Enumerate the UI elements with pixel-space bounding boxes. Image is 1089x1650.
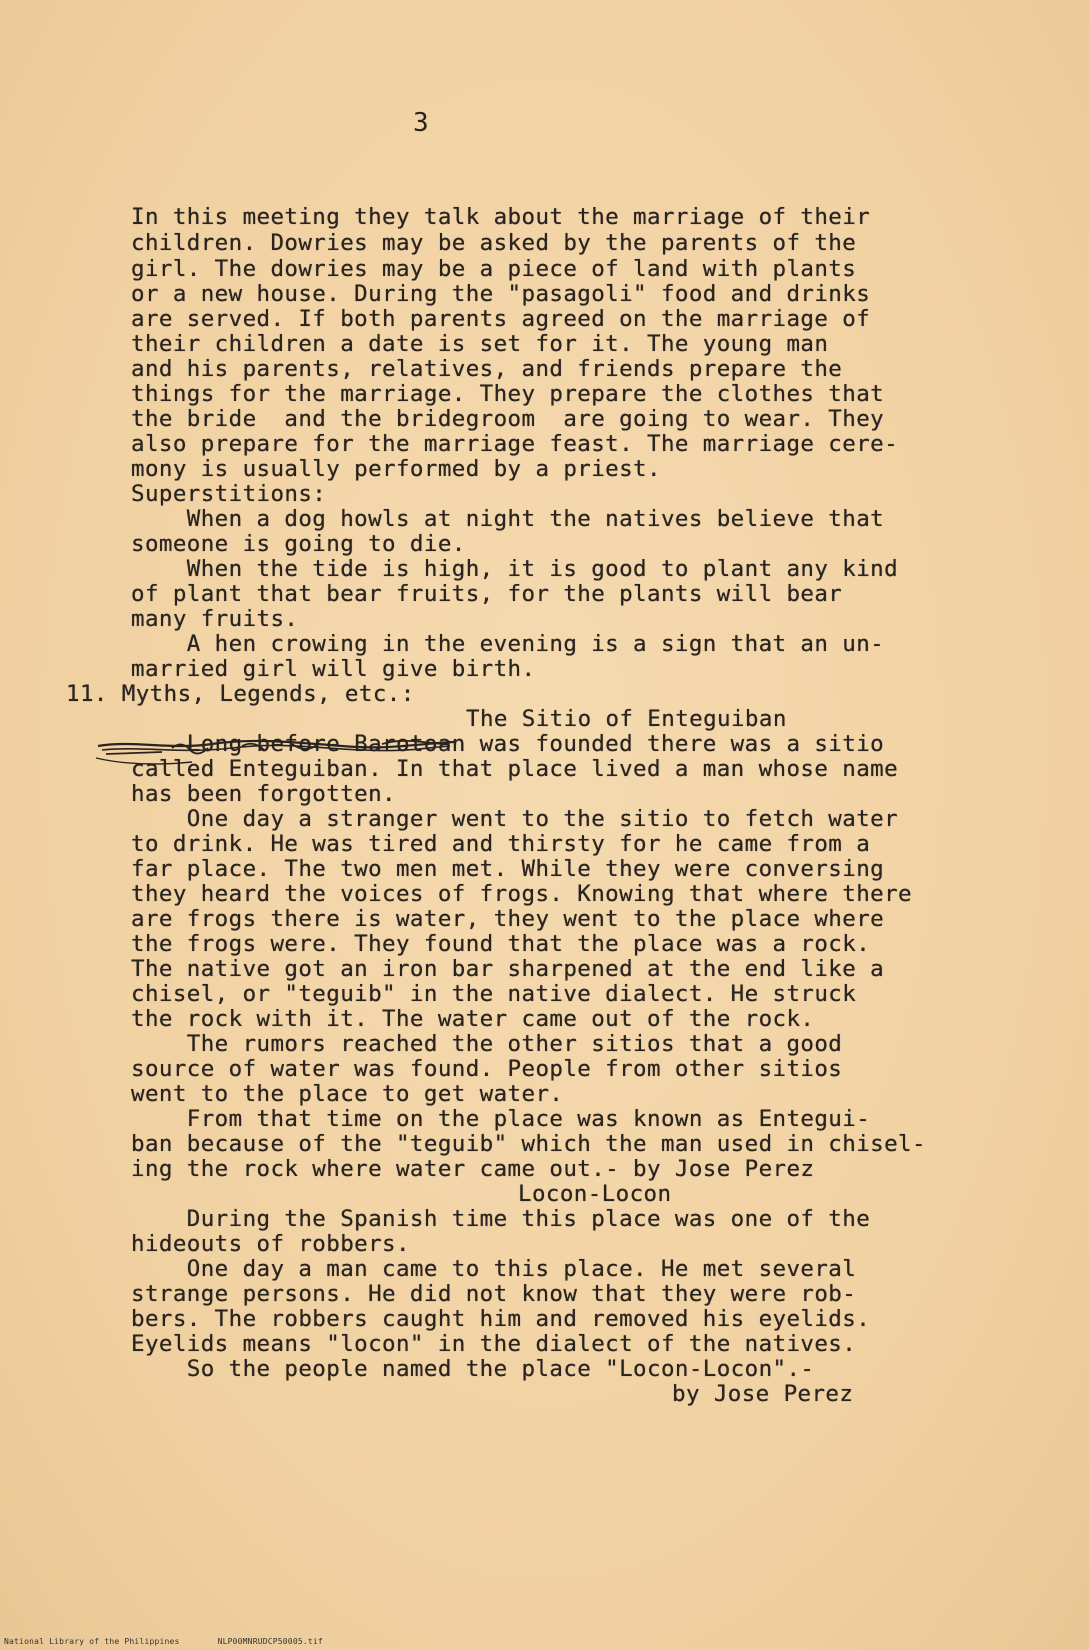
text-line: ing the rock where water came out.- by Jose Perez xyxy=(131,1156,815,1182)
text-line: the bride and the bridegroom are going to wear. They xyxy=(131,406,885,432)
scan-footer xyxy=(4,1637,361,1646)
text-line: girl. The dowries may be a piece of land with plants xyxy=(131,256,857,282)
text-line: From that time on the place was known as Entegui- xyxy=(131,1106,871,1132)
text-line: of plant that bear fruits, for the plants will bear xyxy=(131,581,843,607)
institution-label: National Library of the Philippines xyxy=(4,1637,180,1646)
text-line: During the Spanish time this place was one of the xyxy=(131,1206,871,1232)
page-number: 3 xyxy=(413,108,429,138)
text-line: they heard the voices of frogs. Knowing that where there xyxy=(131,881,912,907)
text-line: the frogs were. They found that the place was a rock. xyxy=(131,931,871,957)
story-title-locon-locon: Locon-Locon xyxy=(518,1181,672,1207)
text-line: The native got an iron bar sharpened at the end like a xyxy=(131,956,885,982)
text-line: bers. The robbers caught him and removed his eyelids. xyxy=(131,1306,871,1332)
text-line: The rumors reached the other sitios that a good xyxy=(131,1031,843,1057)
text-line: the rock with it. The water came out of the rock. xyxy=(131,1006,815,1032)
text-line: married girl will give birth. xyxy=(131,656,536,682)
text-line: many fruits. xyxy=(131,606,299,632)
text-line: far place. The two men met. While they were conversing xyxy=(131,856,885,882)
text-line: So the people named the place "Locon-Locon".- xyxy=(131,1356,815,1382)
text-line: has been forgotten. xyxy=(131,781,396,807)
text-line: to drink. He was tired and thirsty for he came from a xyxy=(131,831,871,857)
text-line: In this meeting they talk about the marriage of their xyxy=(131,204,871,230)
text-line: things for the marriage. They prepare the clothes that xyxy=(131,381,885,407)
text-line: Long before Barotoan was founded there was a sitio xyxy=(131,731,885,757)
text-line: Eyelids means "locon" in the dialect of the natives. xyxy=(131,1331,857,1357)
text-line: or a new house. During the "pasagoli" food and drinks xyxy=(131,281,871,307)
text-line: ban because of the "teguib" which the man used in chisel- xyxy=(131,1131,926,1157)
text-line: mony is usually performed by a priest. xyxy=(131,456,661,482)
text-line: One day a stranger went to the sitio to fetch water xyxy=(131,806,899,832)
text-line: hideouts of robbers. xyxy=(131,1231,410,1257)
story-title-enteguiban: The Sitio of Enteguiban xyxy=(466,706,787,732)
text-line: are served. If both parents agreed on the marriage of xyxy=(131,306,871,332)
section-heading-myths: 11. Myths, Legends, etc.: xyxy=(66,681,415,707)
text-line: One day a man came to this place. He met several xyxy=(131,1256,857,1282)
text-line: someone is going to die. xyxy=(131,531,466,557)
text-line: strange persons. He did not know that they were rob- xyxy=(131,1281,857,1307)
text-line: When the tide is high, it is good to plant any kind xyxy=(131,556,899,582)
section-heading-superstitions: Superstitions: xyxy=(131,481,327,507)
text-line: also prepare for the marriage feast. The marriage cere- xyxy=(131,431,899,457)
file-id-label: NLP00MNRUDCP50005.tif xyxy=(217,1637,323,1646)
text-line: called Enteguiban. In that place lived a man whose name xyxy=(131,756,899,782)
text-line: source of water was found. People from other sitios xyxy=(131,1056,843,1082)
text-line: and his parents, relatives, and friends prepare the xyxy=(131,356,843,382)
text-line: are frogs there is water, they went to the place where xyxy=(131,906,885,932)
text-line: When a dog howls at night the natives believe that xyxy=(131,506,885,532)
text-line: children. Dowries may be asked by the parents of the xyxy=(131,230,857,256)
text-line: chisel, or "teguib" in the native dialect. He struck xyxy=(131,981,857,1007)
handwritten-strikethrough xyxy=(92,736,460,768)
author-credit: by Jose Perez xyxy=(672,1381,854,1407)
text-line: A hen crowing in the evening is a sign that an un- xyxy=(131,631,885,657)
text-line: their children a date is set for it. The young man xyxy=(131,331,829,357)
text-line: went to the place to get water. xyxy=(131,1081,564,1107)
